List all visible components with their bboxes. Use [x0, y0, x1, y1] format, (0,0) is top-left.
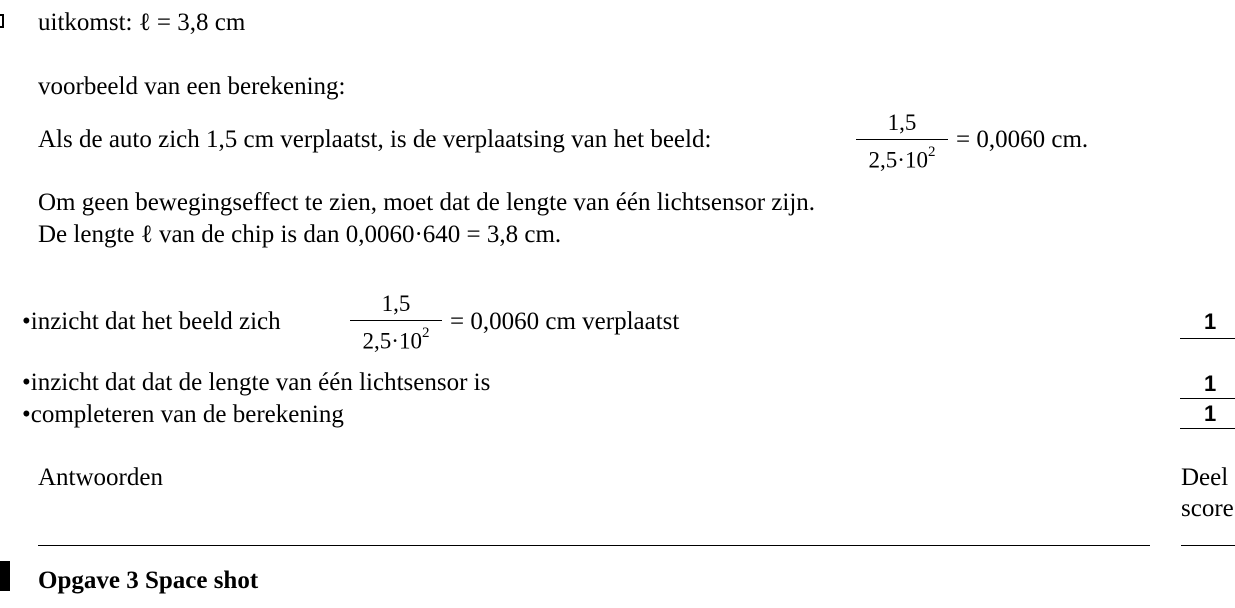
- score-line: [1180, 398, 1235, 399]
- bullet-icon: •: [22, 401, 31, 428]
- fraction-denominator: $2,5\cdot 10^2$: [362, 325, 430, 354]
- fraction-denominator: $2,5\cdot 10^2$: [868, 144, 936, 173]
- score-line: [1180, 338, 1235, 339]
- result-label: uitkomst: ℓ = 3,8 cm: [38, 9, 246, 36]
- checkbox-icon: [0, 14, 4, 28]
- criterion-1-fraction: [350, 291, 442, 355]
- criterion-3: [22, 400, 344, 430]
- criterion-2-score: 1: [1204, 371, 1217, 396]
- example-line2: Om geen bewegingseffect te zien, moet dat de lengte van één lichtsensor zijn.: [38, 189, 816, 216]
- bullet-icon: •: [22, 369, 31, 396]
- next-section-title: Opgave 3 Space shot: [38, 567, 259, 594]
- criterion-3-text: completeren van de berekening: [30, 401, 344, 428]
- fraction-numerator: 1,5: [381, 291, 411, 316]
- criterion-2: [22, 368, 490, 398]
- section-marker-icon: [0, 561, 10, 591]
- example-heading: voorbeeld van een berekening:: [38, 73, 346, 100]
- example-line3: De lengte ℓ van de chip is dan 0,0060·640 = 3,8 cm.: [38, 221, 562, 248]
- criterion-1: [22, 307, 281, 337]
- criterion-3-score: 1: [1204, 401, 1217, 426]
- example-line1-suffix: = 0,0060 cm.: [956, 126, 1089, 153]
- example-line1-prefix: Als de auto zich 1,5 cm verplaatst, is de verplaatsing van het beeld:: [38, 126, 712, 153]
- criterion-2-text: inzicht dat dat de lengte van één lichtsensor is: [30, 369, 491, 396]
- divider-answers: [38, 545, 1150, 546]
- score-label: score: [1181, 495, 1234, 522]
- fraction-bar: [856, 139, 948, 140]
- bullet-icon: •: [22, 308, 31, 335]
- criterion-1-prefix: inzicht dat het beeld zich: [30, 308, 281, 335]
- answers-label: Antwoorden: [38, 464, 163, 491]
- criterion-1-score: 1: [1204, 309, 1217, 334]
- example-fraction: [856, 110, 948, 174]
- score-line: [1180, 428, 1235, 429]
- divider-score: [1181, 545, 1235, 546]
- deel-label: Deel: [1181, 464, 1229, 491]
- fraction-bar: [350, 320, 442, 321]
- criterion-1-suffix: = 0,0060 cm verplaatst: [450, 308, 680, 335]
- fraction-numerator: 1,5: [887, 110, 917, 135]
